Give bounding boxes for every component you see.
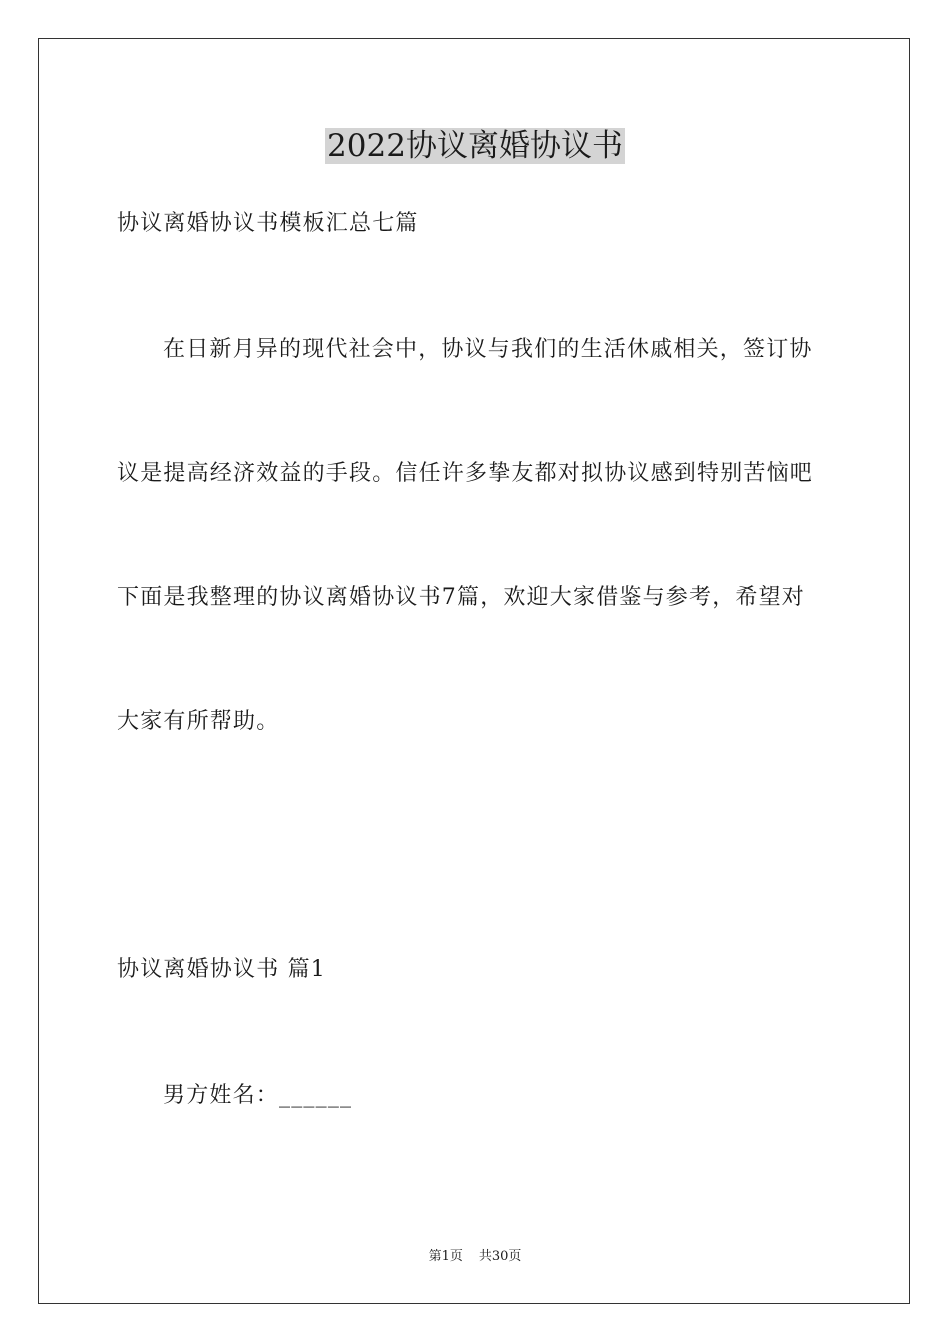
- field-value: ______: [279, 1083, 353, 1108]
- document-title: [0, 124, 950, 168]
- intro-line-2: 议是提高经济效益的手段。信任许多挚友都对拟协议感到特别苦恼吧: [117, 461, 814, 486]
- field-row: [163, 1081, 352, 1111]
- section-heading: 协议离婚协议书 篇1: [117, 957, 326, 982]
- intro-line-3: 下面是我整理的协议离婚协议书7篇，欢迎大家借鉴与参考，希望对: [117, 585, 805, 610]
- page-number: 第1页: [428, 1249, 463, 1264]
- document-subtitle: 协议离婚协议书模板汇总七篇: [117, 211, 419, 236]
- field-label: 男方姓名：: [163, 1083, 280, 1108]
- intro-line-4: 大家有所帮助。: [117, 709, 280, 734]
- page-total: 共30页: [478, 1249, 522, 1264]
- document-title-text: 2022协议离婚协议书: [327, 128, 623, 164]
- intro-line-1: 在日新月异的现代社会中，协议与我们的生活休戚相关，签订协: [163, 337, 813, 362]
- page-footer: [0, 1248, 950, 1266]
